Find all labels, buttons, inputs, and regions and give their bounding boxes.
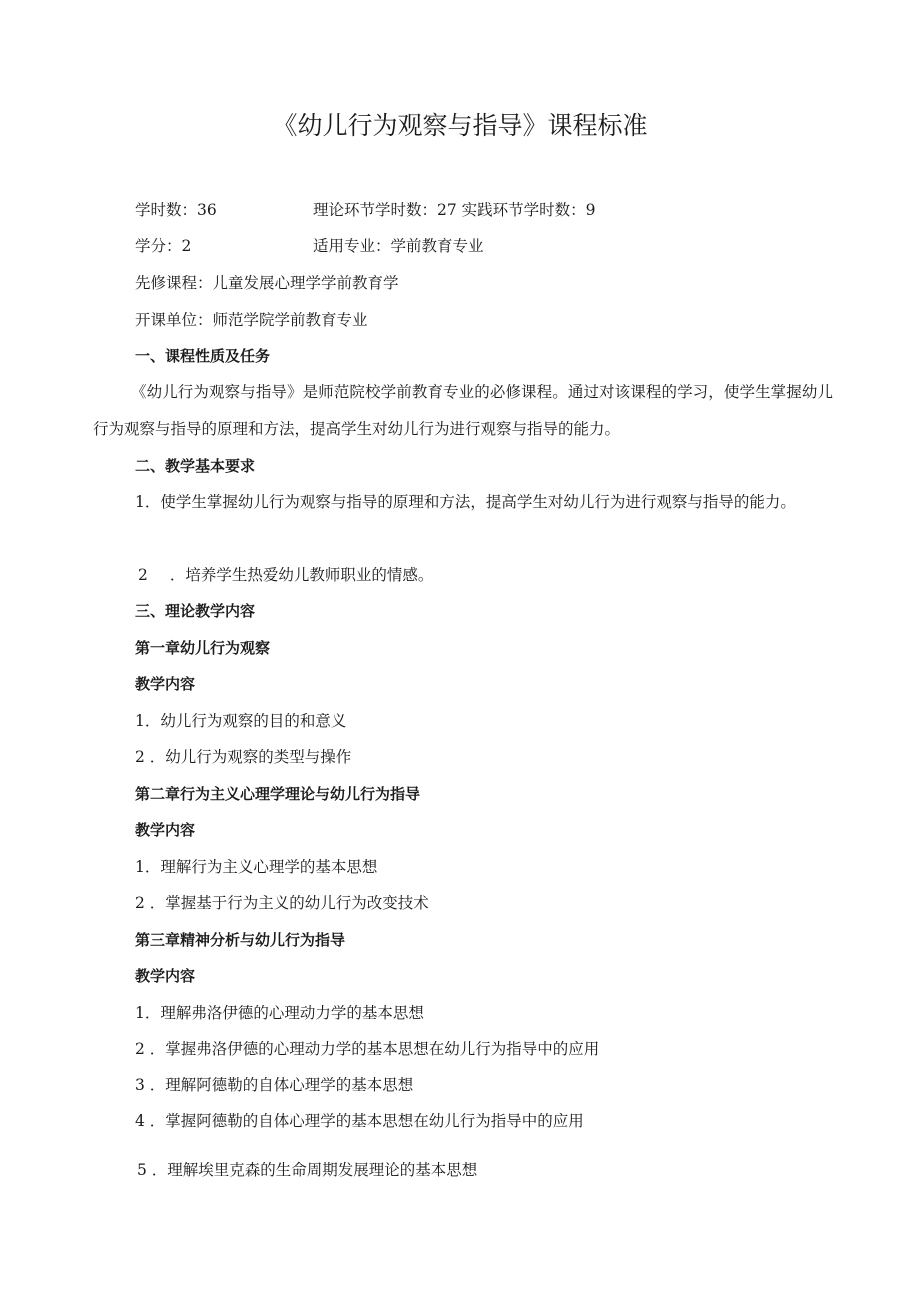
- chapter3-item-3: 3 ．理解阿德勒的自体心理学的基本思想: [135, 1076, 414, 1094]
- chapter1-title: 第一章幼儿行为观察: [135, 639, 271, 657]
- section3-heading: 三、理论教学内容: [135, 602, 256, 620]
- chapter1-content-label: 教学内容: [135, 675, 196, 693]
- chapter2-item-2: 2 ．掌握基于行为主义的幼儿行为改变技术: [135, 894, 429, 912]
- section2-item-2-number: 2: [138, 566, 148, 584]
- chapter3-title: 第三章精神分析与幼儿行为指导: [135, 931, 346, 949]
- chapter2-title: 第二章行为主义心理学理论与幼儿行为指导: [135, 785, 421, 803]
- chapter3-content-label: 教学内容: [135, 967, 196, 985]
- major-label: 适用专业：学前教育专业: [313, 237, 484, 255]
- chapter1-item-1: 1．幼儿行为观察的目的和意义: [135, 712, 347, 730]
- section2-item-1: 1．使学生掌握幼儿行为观察与指导的原理和方法，提高学生对幼儿行为进行观察与指导的能力。: [135, 493, 796, 511]
- section2-item-2: [138, 563, 433, 587]
- chapter3-item-1: 1．理解弗洛伊德的心理动力学的基本思想: [135, 1004, 424, 1022]
- section1-body: 《幼儿行为观察与指导》是师范院校学前教育专业的必修课程。通过对该课程的学习，使学生掌握幼儿行为观察与指导的原理和方法，提高学生对幼儿行为进行观察与指导的能力。: [93, 383, 833, 438]
- chapter3-item-4: 4 ．掌握阿德勒的自体心理学的基本思想在幼儿行为指导中的应用: [135, 1112, 584, 1130]
- chapter2-content-label: 教学内容: [135, 821, 196, 839]
- chapter3-item-5: 5 ．理解埃里克森的生命周期发展理论的基本思想: [137, 1161, 478, 1179]
- page-title: 《幼儿行为观察与指导》课程标准: [272, 111, 648, 140]
- section1-heading: 一、课程性质及任务: [135, 347, 271, 365]
- prerequisites-label: 先修课程：儿童发展心理学学前教育学: [135, 274, 399, 292]
- section2-item-2-text: ．培养学生热爱幼儿教师职业的情感。: [169, 566, 434, 584]
- theory-practice-hours-label: 理论环节学时数：27 实践环节学时数：9: [313, 201, 596, 219]
- department-label: 开课单位：师范学院学前教育专业: [135, 311, 368, 329]
- chapter3-item-2: 2 ．掌握弗洛伊德的心理动力学的基本思想在幼儿行为指导中的应用: [135, 1040, 600, 1058]
- credits-label: 学分：2: [135, 237, 192, 255]
- hours-label: 学时数：36: [135, 201, 217, 219]
- chapter2-item-1: 1．理解行为主义心理学的基本思想: [135, 858, 378, 876]
- section2-heading: 二、教学基本要求: [135, 457, 256, 475]
- chapter1-item-2: 2 ．幼儿行为观察的类型与操作: [135, 748, 352, 766]
